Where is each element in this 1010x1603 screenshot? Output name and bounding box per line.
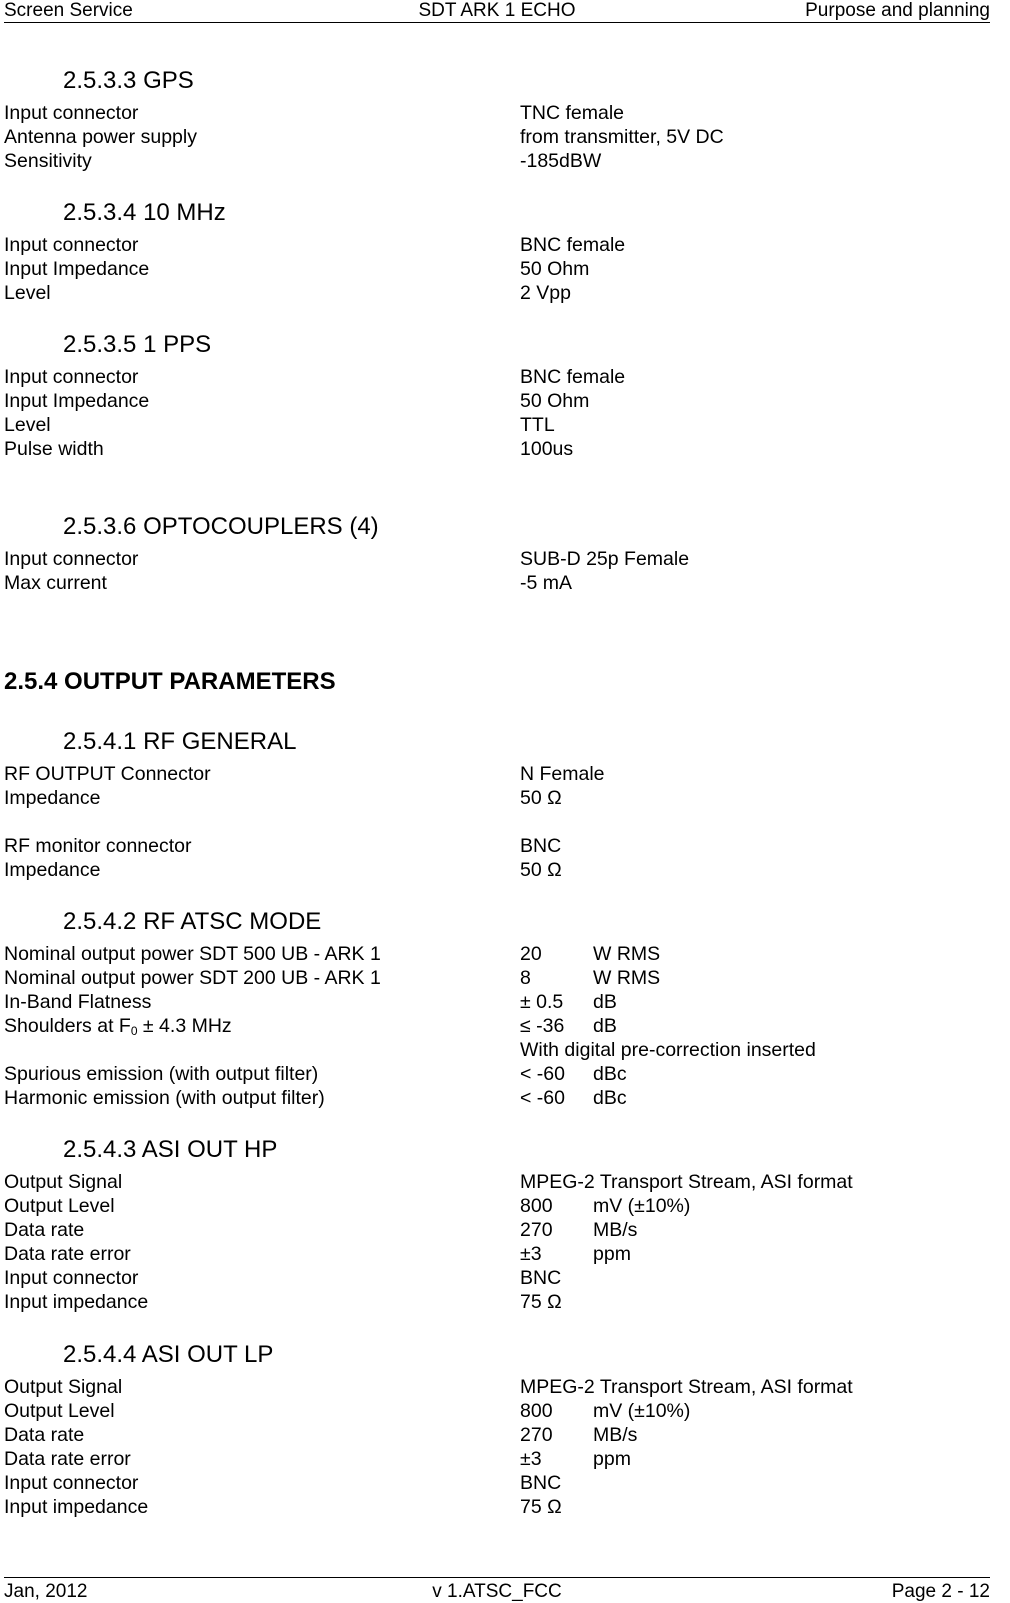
section-heading-1pps: 2.5.3.5 1 PPS: [63, 331, 212, 358]
spec-row: [4, 1243, 984, 1267]
spec-label: Data rate: [4, 1424, 85, 1446]
spec-unit: ppm: [593, 1243, 631, 1265]
spec-label: Input impedance: [4, 1291, 149, 1313]
spec-value: ±3: [520, 1243, 542, 1265]
spec-row: [4, 763, 984, 787]
spec-unit: W RMS: [593, 967, 661, 989]
spec-label: Level: [4, 282, 51, 304]
spec-label: Input Impedance: [4, 390, 150, 412]
spec-value: TTL: [520, 414, 555, 436]
header-center: SDT ARK 1 ECHO: [418, 0, 576, 21]
spec-row: [4, 1219, 984, 1243]
spec-row: [4, 1376, 984, 1400]
page-header: [4, 0, 990, 23]
spec-row: [4, 1291, 984, 1315]
spec-value: 800: [520, 1400, 553, 1422]
spec-value: 50 Ω: [520, 859, 562, 881]
section-heading-asi-out-hp: 2.5.4.3 ASI OUT HP: [63, 1136, 278, 1163]
spec-label: Input Impedance: [4, 258, 150, 280]
spec-value: < -60: [520, 1087, 565, 1109]
header-right: Purpose and planning: [805, 0, 990, 21]
spec-label: Pulse width: [4, 438, 104, 460]
spec-value: 270: [520, 1424, 553, 1446]
spec-label: Output Level: [4, 1195, 115, 1217]
spec-row: [4, 414, 984, 438]
spec-label-post: ± 4.3 MHz: [137, 1015, 232, 1037]
spec-value: BNC female: [520, 366, 626, 388]
spec-value: 800: [520, 1195, 553, 1217]
spec-row: [4, 1195, 984, 1219]
spec-row: [4, 859, 984, 883]
spec-unit: mV (±10%): [593, 1400, 691, 1422]
spec-row: [4, 991, 984, 1015]
spec-label: Output Signal: [4, 1376, 123, 1398]
spec-unit: dB: [593, 991, 617, 1013]
spec-value: ± 0.5: [520, 991, 564, 1013]
spec-row: [4, 1087, 984, 1111]
spec-value: MPEG-2 Transport Stream, ASI format: [520, 1171, 853, 1193]
spec-value: 100us: [520, 438, 574, 460]
spec-value: -185dBW: [520, 150, 602, 172]
spec-label: Input connector: [4, 234, 139, 256]
spec-row: [4, 1448, 984, 1472]
spec-value: N Female: [520, 763, 605, 785]
spec-label: Level: [4, 414, 51, 436]
spec-row: [4, 102, 984, 126]
header-left: Screen Service: [4, 0, 133, 21]
footer-center: v 1.ATSC_FCC: [432, 1581, 562, 1602]
spec-unit: dB: [593, 1015, 617, 1037]
spec-value: 50 Ohm: [520, 390, 590, 412]
spec-label: Data rate error: [4, 1243, 131, 1265]
spec-value: 50 Ω: [520, 787, 562, 809]
spec-unit: mV (±10%): [593, 1195, 691, 1217]
spec-label: Data rate: [4, 1219, 85, 1241]
spec-row: [4, 1171, 984, 1195]
spec-row: [4, 1400, 984, 1424]
spec-label: [4, 1015, 232, 1038]
section-heading-asi-out-lp: 2.5.4.4 ASI OUT LP: [63, 1341, 274, 1368]
spec-row: [4, 1063, 984, 1087]
spec-label: Nominal output power SDT 500 UB - ARK 1: [4, 943, 381, 965]
spec-unit: ppm: [593, 1448, 631, 1470]
spec-label: In-Band Flatness: [4, 991, 152, 1013]
spec-label: RF monitor connector: [4, 835, 192, 857]
spec-label: Sensitivity: [4, 150, 92, 172]
spec-value: 50 Ohm: [520, 258, 590, 280]
spec-unit: W RMS: [593, 943, 661, 965]
spec-value: BNC: [520, 1267, 562, 1289]
spec-label: Input connector: [4, 102, 139, 124]
footer-right: Page 2 - 12: [891, 1581, 990, 1602]
spec-label: Impedance: [4, 859, 101, 881]
spec-value: MPEG-2 Transport Stream, ASI format: [520, 1376, 853, 1398]
spec-row: [4, 1496, 984, 1520]
spec-row: [4, 150, 984, 174]
spec-label-subscript: 0: [130, 1024, 138, 1038]
spec-row: [4, 126, 984, 150]
spec-unit: dBc: [593, 1087, 627, 1109]
spec-value: BNC: [520, 835, 562, 857]
spec-label: Input connector: [4, 1472, 139, 1494]
spec-value: ±3: [520, 1448, 542, 1470]
spec-value: from transmitter, 5V DC: [520, 126, 724, 148]
spec-label: Output Signal: [4, 1171, 123, 1193]
spec-row: [4, 943, 984, 967]
spec-label-pre: Shoulders at F: [4, 1015, 131, 1037]
section-heading-rf-general: 2.5.4.1 RF GENERAL: [63, 728, 297, 755]
spec-value: TNC female: [520, 102, 625, 124]
spec-label: Output Level: [4, 1400, 115, 1422]
section-heading-output-parameters: 2.5.4 OUTPUT PARAMETERS: [4, 668, 336, 695]
spec-value: BNC: [520, 1472, 562, 1494]
section-heading-gps: 2.5.3.3 GPS: [63, 67, 194, 94]
spec-label: Max current: [4, 572, 107, 594]
spec-value: < -60: [520, 1063, 565, 1085]
spec-label: RF OUTPUT Connector: [4, 763, 211, 785]
spec-value: -5 mA: [520, 572, 573, 594]
page-footer: [4, 1577, 990, 1602]
spec-row: [4, 572, 984, 596]
spec-label: Input connector: [4, 366, 139, 388]
spec-value: 270: [520, 1219, 553, 1241]
spec-label: Impedance: [4, 787, 101, 809]
spec-row: [4, 366, 984, 390]
section-heading-10mhz: 2.5.3.4 10 MHz: [63, 199, 226, 226]
spec-label: Input impedance: [4, 1496, 149, 1518]
spec-value: 8: [520, 967, 531, 989]
spec-label: Nominal output power SDT 200 UB - ARK 1: [4, 967, 381, 989]
spec-row: [4, 258, 984, 282]
spec-row: [4, 282, 984, 306]
spec-value: ≤ -36: [520, 1015, 565, 1037]
spec-label: Input connector: [4, 548, 139, 570]
spec-value: BNC female: [520, 234, 626, 256]
footer-left: Jan, 2012: [4, 1581, 88, 1602]
spec-value: 75 Ω: [520, 1496, 562, 1518]
spec-row: [4, 1267, 984, 1291]
spec-row: [4, 1424, 984, 1448]
spec-row: [4, 835, 984, 859]
spec-row: [4, 787, 984, 811]
spec-row: [4, 1015, 984, 1039]
spec-row: [4, 967, 984, 991]
spec-row: [4, 438, 984, 462]
spec-row: [4, 234, 984, 258]
spec-unit: dBc: [593, 1063, 627, 1085]
spec-row: [4, 548, 984, 572]
spec-value: 20: [520, 943, 542, 965]
spec-note-row: [4, 1039, 984, 1063]
spec-label: Input connector: [4, 1267, 139, 1289]
spec-unit: MB/s: [593, 1424, 638, 1446]
spec-value: 2 Vpp: [520, 282, 571, 304]
spec-unit: MB/s: [593, 1219, 638, 1241]
section-heading-optocouplers: 2.5.3.6 OPTOCOUPLERS (4): [63, 513, 379, 540]
spec-row: [4, 1472, 984, 1496]
spec-label: Spurious emission (with output filter): [4, 1063, 319, 1085]
spec-label: Data rate error: [4, 1448, 131, 1470]
spec-value: 75 Ω: [520, 1291, 562, 1313]
spec-note: With digital pre-correction inserted: [520, 1039, 816, 1061]
spec-value: SUB-D 25p Female: [520, 548, 690, 570]
spec-row: [4, 390, 984, 414]
spec-label: Antenna power supply: [4, 126, 197, 148]
section-heading-rf-atsc-mode: 2.5.4.2 RF ATSC MODE: [63, 908, 322, 935]
spec-label: Harmonic emission (with output filter): [4, 1087, 325, 1109]
